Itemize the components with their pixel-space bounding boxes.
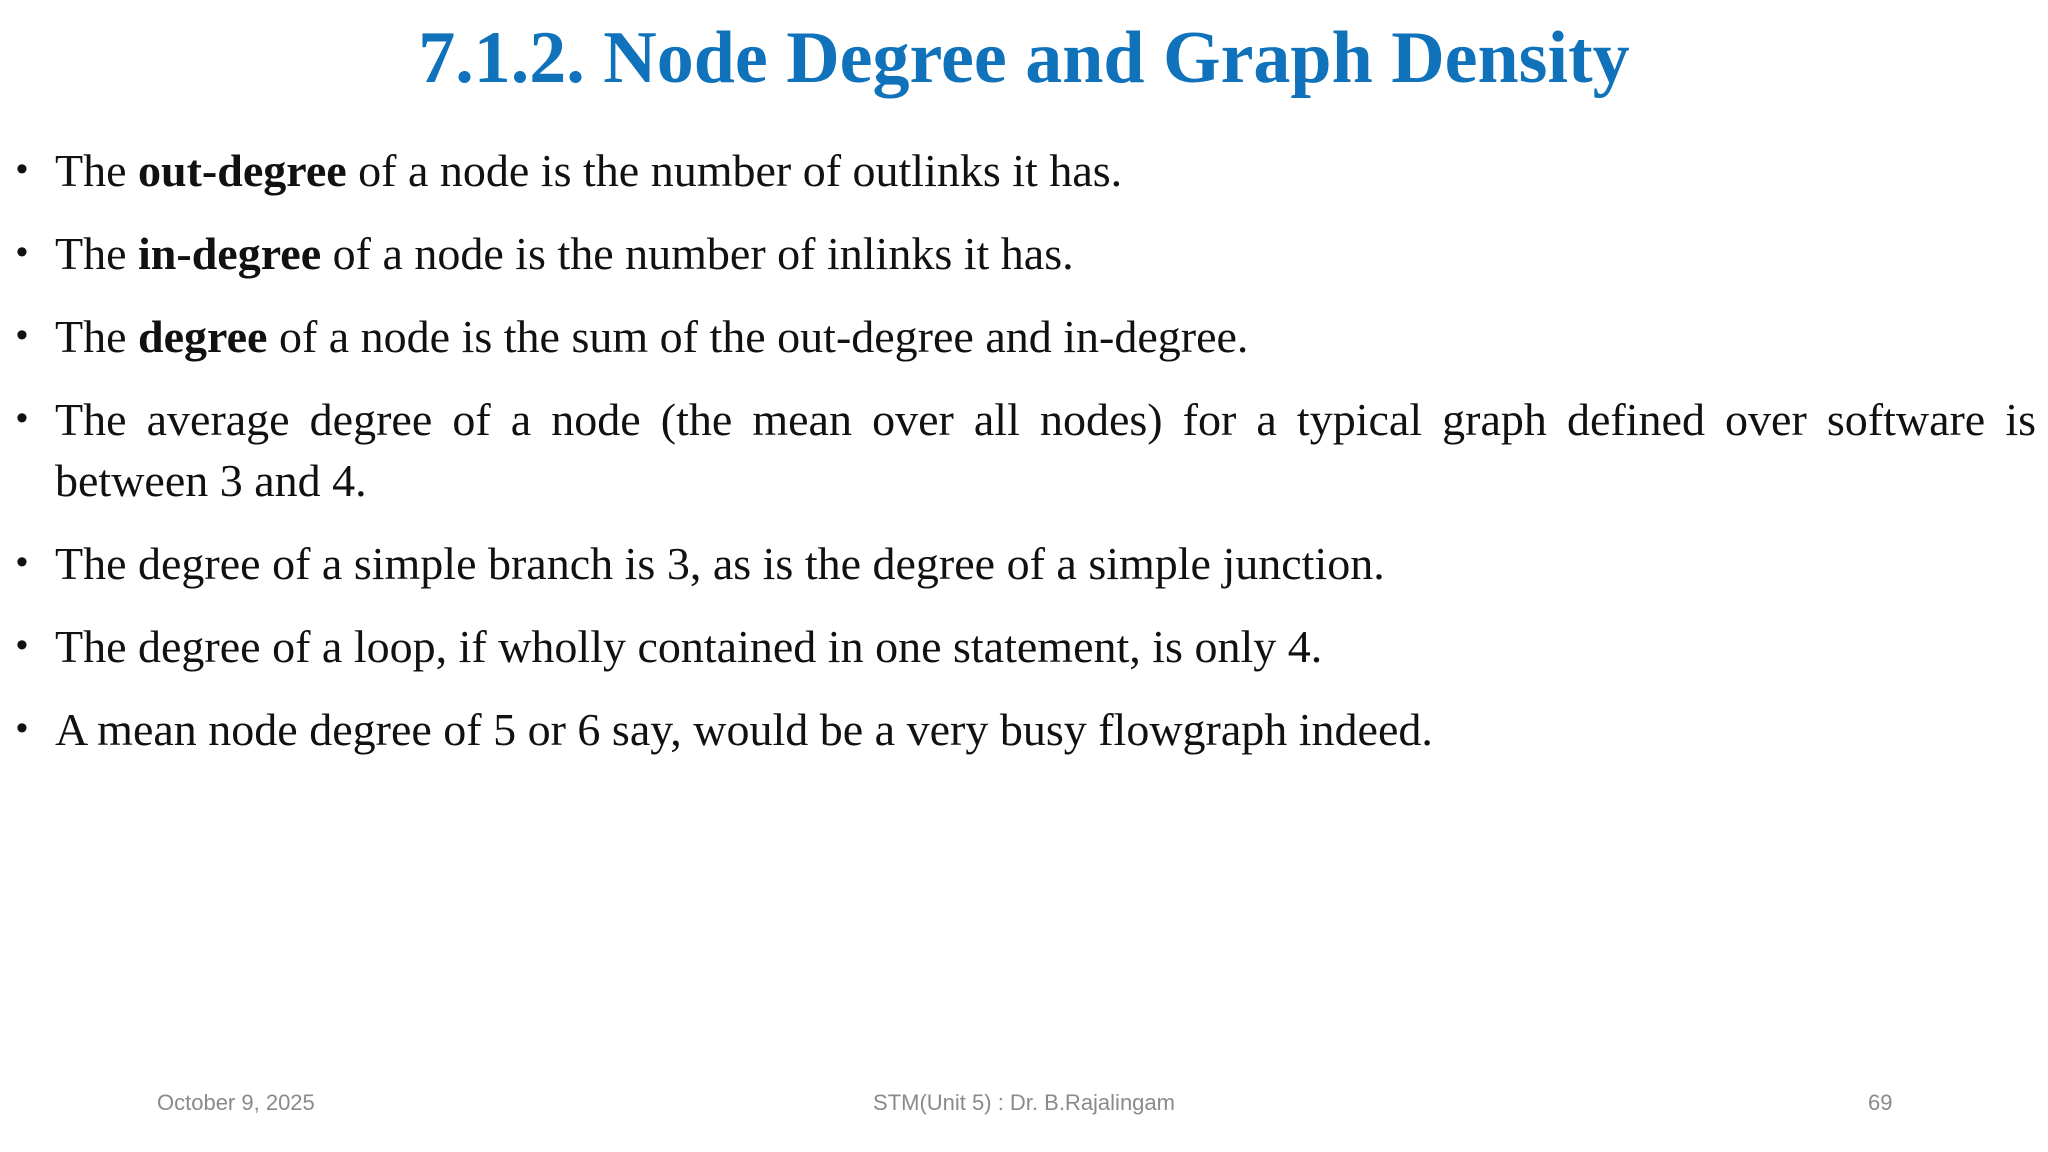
bullet-text: The degree of a loop, if wholly contained in one statement, is only 4.: [55, 621, 1323, 672]
bullet-term-bold: out-degree: [138, 145, 347, 196]
bullet-dot-icon: •: [16, 316, 28, 354]
bullet-dot-icon: •: [16, 543, 28, 581]
bullet-item-out-degree: [16, 140, 2036, 201]
footer-page-number: 69: [1868, 1090, 1893, 1115]
bullet-text-suffix: of a node is the sum of the out-degree and in-degree.: [267, 311, 1249, 362]
bullet-item-degree: [16, 306, 2036, 367]
bullet-term-bold: in-degree: [138, 228, 322, 279]
bullet-dot-icon: •: [16, 233, 28, 271]
footer-author: STM(Unit 5) : Dr. B.Rajalingam: [873, 1090, 1175, 1115]
bullet-text-suffix: of a node is the number of outlinks it has.: [346, 145, 1123, 196]
bullet-text: The degree of a simple branch is 3, as is the degree of a simple junction.: [55, 538, 1385, 589]
bullet-text: A mean node degree of 5 or 6 say, would be a very busy flowgraph indeed.: [55, 704, 1433, 755]
bullet-text-prefix: The: [55, 311, 139, 362]
bullet-item-average-degree: [16, 389, 2036, 511]
footer-date: October 9, 2025: [157, 1090, 315, 1115]
bullet-dot-icon: •: [16, 150, 28, 188]
bullet-item-simple-branch: [16, 533, 2036, 594]
bullet-text-prefix: The: [55, 145, 139, 196]
slide-title: 7.1.2. Node Degree and Graph Density: [418, 17, 1630, 99]
bullet-text-prefix: The: [55, 228, 139, 279]
bullet-text-suffix: of a node is the number of inlinks it has.: [321, 228, 1074, 279]
bullet-item-in-degree: [16, 223, 2036, 284]
bullet-item-mean-degree: [16, 699, 2036, 760]
bullet-dot-icon: •: [16, 626, 28, 664]
bullet-dot-icon: •: [16, 709, 28, 747]
bullet-text: The average degree of a node (the mean over all nodes) for a typical graph defined over software is between 3 and 4.: [55, 394, 2036, 506]
bullet-item-loop-degree: [16, 616, 2036, 677]
bullet-dot-icon: •: [16, 399, 28, 437]
bullet-list: [16, 140, 2036, 782]
bullet-term-bold: degree: [138, 311, 268, 362]
